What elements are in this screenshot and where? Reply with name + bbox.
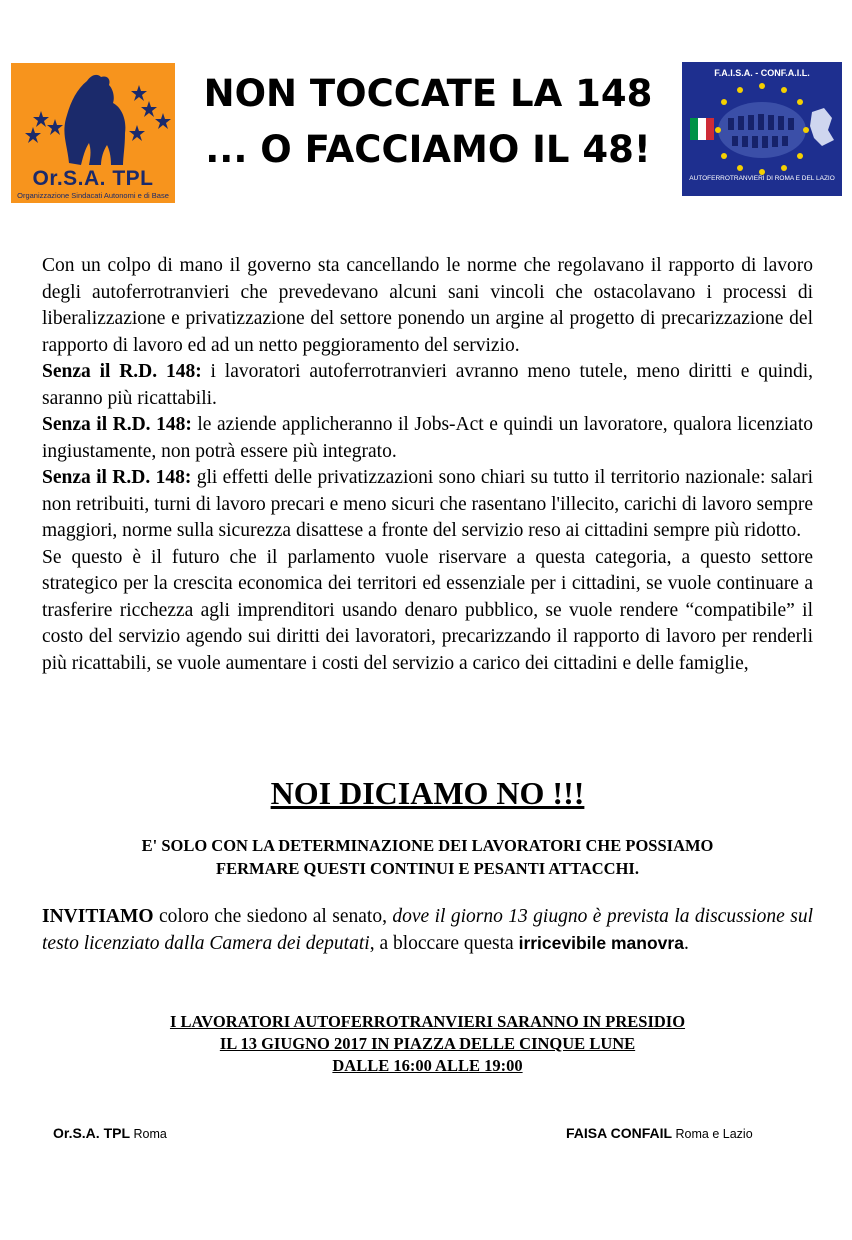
- headline-line-2: ... O FACCIAMO IL 48!: [205, 128, 651, 171]
- headline: [178, 70, 678, 174]
- italian-flag-icon: [690, 118, 714, 140]
- orsa-logo: [11, 63, 175, 203]
- body-text: [42, 253, 813, 677]
- point-2-label: Senza il R.D. 148:: [42, 414, 192, 435]
- orsa-logo-subtitle: Organizzazione Sindacati Autonomi e di Base: [17, 191, 169, 200]
- signature-orsa-city: Roma: [130, 1127, 167, 1141]
- headline-line-1: NON TOCCATE LA 148: [203, 72, 653, 115]
- faisa-confail-logo: [682, 62, 842, 196]
- invitation-italic: dove il giorno 13 giugno è prevista la discussione sul testo licenziato dalla Camera dei deputati: [42, 906, 813, 954]
- point-1: [42, 359, 813, 412]
- invitation-text-1: coloro che siedono al senato,: [153, 906, 393, 927]
- determination-line-2: FERMARE QUESTI CONTINUI E PESANTI ATTACCHI.: [216, 859, 639, 878]
- faisa-logo-top-text: F.A.I.S.A. - CONF.A.I.L.: [714, 68, 810, 78]
- point-2-text: le aziende applicheranno il Jobs-Act e quindi un lavoratore, qualora licenziato ingiustamente, non potrà essere più integrato.: [42, 414, 813, 462]
- signature-orsa-name: Or.S.A. TPL: [53, 1125, 131, 1141]
- invitation-paragraph: [42, 903, 813, 957]
- invitation-lead: INVITIAMO: [42, 906, 154, 927]
- signature-faisa-name: FAISA CONFAIL: [566, 1125, 673, 1141]
- intro-paragraph: Con un colpo di mano il governo sta cancellando le norme che regolavano il rapporto di lavoro degli autoferrotranvieri che prevedevano alcuni sani vincoli che ostacolavano i processi di liberalizzazione e privatizzazione del settore ponendo un argine al progetto di precarizzazione del rapporto di lavoro ed ad un netto peggioramento del servizio.: [42, 255, 813, 356]
- invitation-end: .: [683, 933, 689, 954]
- orsa-logo-name: Or.S.A. TPL: [32, 167, 154, 190]
- signature-faisa: [566, 1123, 753, 1144]
- invitation-bold-end: irricevibile manovra: [518, 933, 684, 953]
- invitation-text-2: , a bloccare questa: [369, 933, 519, 954]
- closing-paragraph: Se questo è il futuro che il parlamento vuole riservare a questa categoria, a questo settore strategico per la crescita economica dei territori ed essenziale per i cittadini, se vuole continuare a trasferire ricchezza agli imprenditori usando denaro pubblico, se vuole rendere “compatibile” il costo del servizio agendo sui diritti dei lavoratori, precarizzando il rapporto di lavoro per renderli più ricattabili, se vuole aumentare i costi del servizio a carico dei cittadini e delle famiglie,: [42, 546, 813, 674]
- point-1-label: Senza il R.D. 148:: [42, 361, 202, 382]
- point-3-text: gli effetti delle privatizzazioni sono chiari su tutto il territorio nazionale: salari non retribuiti, turni di lavoro precari e meno sicuri che rasentano l'illecito, carichi di lavoro sempre maggiori, norme sulla sicurezza disattese a fronte del servizio reso ai cittadini sempre più ridotto.: [42, 467, 813, 541]
- point-3-label: Senza il R.D. 148:: [42, 467, 192, 488]
- point-2: [42, 412, 813, 465]
- presidio-line-2: IL 13 GIUGNO 2017 IN PIAZZA DELLE CINQUE LUNE: [219, 1034, 636, 1053]
- presidio-announcement: [42, 1011, 813, 1077]
- point-3: [42, 465, 813, 545]
- signature-faisa-region: Roma e Lazio: [672, 1127, 753, 1141]
- presidio-line-3: DALLE 16:00 ALLE 19:00: [332, 1056, 523, 1075]
- signature-orsa: [53, 1123, 167, 1144]
- faisa-logo-bottom-text: AUTOFERROTRANVIERI DI ROMA E DEL LAZIO: [689, 175, 835, 182]
- point-1-text: i lavoratori autoferrotranvieri avranno meno tutele, meno diritti e quindi, saranno più ricattabili.: [42, 361, 813, 409]
- slogan: NOI DICIAMO NO !!!: [270, 775, 585, 811]
- determination-statement: [42, 834, 813, 880]
- presidio-line-1: I LAVORATORI AUTOFERROTRANVIERI SARANNO IN PRESIDIO: [169, 1012, 686, 1031]
- determination-line-1: E' SOLO CON LA DETERMINAZIONE DEI LAVORATORI CHE POSSIAMO: [141, 836, 714, 855]
